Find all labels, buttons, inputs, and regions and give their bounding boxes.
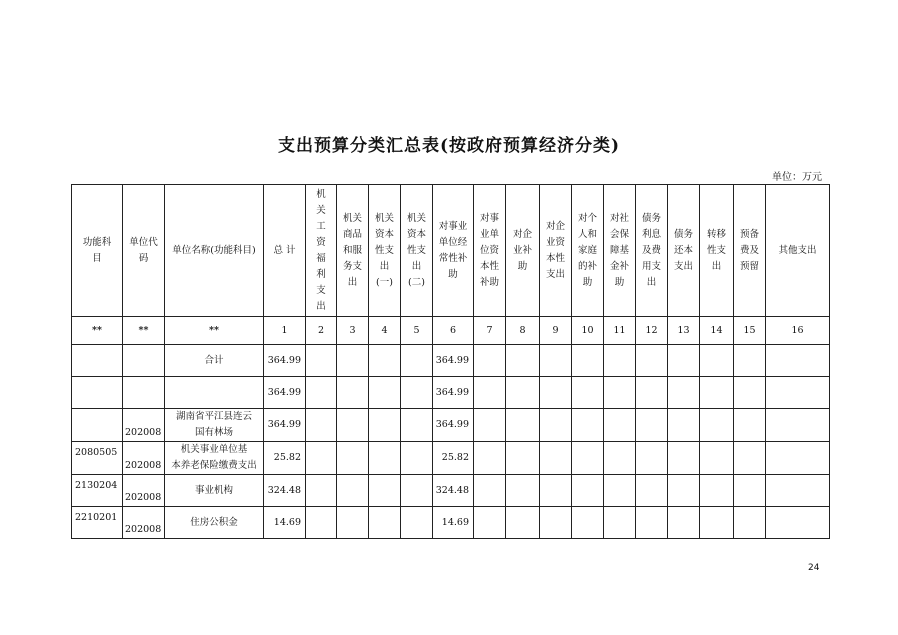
empty-cell <box>572 345 604 377</box>
budget-table <box>71 184 830 539</box>
empty-cell <box>506 507 540 539</box>
empty-cell <box>604 377 636 409</box>
empty-cell <box>636 475 668 507</box>
empty-cell <box>766 442 830 475</box>
header-cell: 对社 会保 障基 金补 助 <box>604 185 636 317</box>
header-cell: 转移 性支 出 <box>700 185 734 317</box>
unit-name-cell: 机关事业单位基 本养老保险缴费支出 <box>165 442 264 475</box>
empty-cell <box>540 409 572 442</box>
empty-cell <box>604 507 636 539</box>
empty-cell <box>700 507 734 539</box>
function-code-cell <box>72 409 123 442</box>
empty-cell <box>766 345 830 377</box>
empty-cell <box>506 475 540 507</box>
total-cell: 14.69 <box>264 507 306 539</box>
empty-cell <box>506 377 540 409</box>
empty-cell <box>766 507 830 539</box>
total-cell: 364.99 <box>264 345 306 377</box>
header-cell: 对企 业补 助 <box>506 185 540 317</box>
total-cell: 324.48 <box>264 475 306 507</box>
empty-cell <box>474 442 506 475</box>
index-cell: 15 <box>734 317 766 345</box>
index-cell: 8 <box>506 317 540 345</box>
unit-name-cell: 湖南省平江县连云 国有林场 <box>165 409 264 442</box>
index-row <box>72 317 830 345</box>
index-cell: 9 <box>540 317 572 345</box>
empty-cell <box>700 345 734 377</box>
empty-cell <box>572 377 604 409</box>
index-cell: 4 <box>369 317 401 345</box>
empty-cell <box>369 345 401 377</box>
table-row <box>72 377 830 409</box>
empty-cell <box>668 442 700 475</box>
subsidy-cell: 25.82 <box>433 442 474 475</box>
index-cell: ** <box>123 317 165 345</box>
empty-cell <box>540 475 572 507</box>
header-row <box>72 185 830 317</box>
empty-cell <box>401 409 433 442</box>
empty-cell <box>636 442 668 475</box>
empty-cell <box>306 442 337 475</box>
index-cell: 10 <box>572 317 604 345</box>
empty-cell <box>369 442 401 475</box>
empty-cell <box>337 409 369 442</box>
empty-cell <box>766 377 830 409</box>
empty-cell <box>369 377 401 409</box>
header-cell: 对事 业单 位资 本性 补助 <box>474 185 506 317</box>
empty-cell <box>668 409 700 442</box>
page-title: 支出预算分类汇总表(按政府预算经济分类) <box>277 136 621 156</box>
empty-cell <box>734 507 766 539</box>
header-cell: 功能科 目 <box>72 185 123 317</box>
empty-cell <box>572 442 604 475</box>
table-row <box>72 507 830 539</box>
unit-code-cell <box>123 345 165 377</box>
unit-name-cell: 合计 <box>165 345 264 377</box>
empty-cell <box>369 475 401 507</box>
unit-name-cell: 住房公积金 <box>165 507 264 539</box>
subsidy-cell: 324.48 <box>433 475 474 507</box>
empty-cell <box>401 475 433 507</box>
header-cell: 其他支出 <box>766 185 830 317</box>
unit-code-cell: 202008 <box>123 442 165 475</box>
unit-name-cell <box>165 377 264 409</box>
header-cell: 机关 商品 和服 务支 出 <box>337 185 369 317</box>
empty-cell <box>734 377 766 409</box>
header-cell: 单位名称(功能科目) <box>165 185 264 317</box>
empty-cell <box>337 442 369 475</box>
empty-cell <box>668 377 700 409</box>
total-cell: 364.99 <box>264 409 306 442</box>
empty-cell <box>401 507 433 539</box>
empty-cell <box>474 377 506 409</box>
table-row <box>72 409 830 442</box>
empty-cell <box>401 442 433 475</box>
unit-name-cell: 事业机构 <box>165 475 264 507</box>
empty-cell <box>540 442 572 475</box>
empty-cell <box>604 442 636 475</box>
header-cell: 对企 业资 本性 支出 <box>540 185 572 317</box>
page-number: 24 <box>808 563 820 573</box>
empty-cell <box>700 442 734 475</box>
total-cell: 25.82 <box>264 442 306 475</box>
empty-cell <box>306 475 337 507</box>
header-cell: 债务 还本 支出 <box>668 185 700 317</box>
table-row <box>72 442 830 475</box>
total-cell: 364.99 <box>264 377 306 409</box>
empty-cell <box>306 377 337 409</box>
empty-cell <box>474 345 506 377</box>
empty-cell <box>401 377 433 409</box>
empty-cell <box>337 475 369 507</box>
empty-cell <box>636 409 668 442</box>
function-code-cell <box>72 345 123 377</box>
unit-code-cell: 202008 <box>123 409 165 442</box>
empty-cell <box>306 345 337 377</box>
index-cell: 14 <box>700 317 734 345</box>
empty-cell <box>734 409 766 442</box>
empty-cell <box>369 507 401 539</box>
empty-cell <box>668 507 700 539</box>
empty-cell <box>540 377 572 409</box>
empty-cell <box>636 377 668 409</box>
index-cell: 1 <box>264 317 306 345</box>
empty-cell <box>636 507 668 539</box>
index-cell: 2 <box>306 317 337 345</box>
index-cell: ** <box>72 317 123 345</box>
empty-cell <box>337 345 369 377</box>
empty-cell <box>506 409 540 442</box>
empty-cell <box>604 409 636 442</box>
index-cell: 11 <box>604 317 636 345</box>
empty-cell <box>540 507 572 539</box>
index-cell: 7 <box>474 317 506 345</box>
subsidy-cell: 14.69 <box>433 507 474 539</box>
unit-label: 单位：万元 <box>772 172 822 183</box>
empty-cell <box>700 409 734 442</box>
subsidy-cell: 364.99 <box>433 345 474 377</box>
header-cell: 债务 利息 及费 用支 出 <box>636 185 668 317</box>
empty-cell <box>506 442 540 475</box>
empty-cell <box>474 409 506 442</box>
header-cell: 机关 资本 性支 出 (二) <box>401 185 433 317</box>
index-cell: 13 <box>668 317 700 345</box>
header-cell: 单位代 码 <box>123 185 165 317</box>
index-cell: 12 <box>636 317 668 345</box>
header-cell: 对事业 单位经 常性补 助 <box>433 185 474 317</box>
index-cell: ** <box>165 317 264 345</box>
empty-cell <box>337 507 369 539</box>
unit-code-cell <box>123 377 165 409</box>
subsidy-cell: 364.99 <box>433 377 474 409</box>
empty-cell <box>506 345 540 377</box>
empty-cell <box>306 409 337 442</box>
function-code-cell: 2080505 <box>72 442 123 475</box>
index-cell: 6 <box>433 317 474 345</box>
table-row <box>72 345 830 377</box>
empty-cell <box>474 475 506 507</box>
empty-cell <box>700 377 734 409</box>
empty-cell <box>540 345 572 377</box>
unit-code-cell: 202008 <box>123 475 165 507</box>
empty-cell <box>604 475 636 507</box>
empty-cell <box>306 507 337 539</box>
empty-cell <box>766 475 830 507</box>
subsidy-cell: 364.99 <box>433 409 474 442</box>
function-code-cell <box>72 377 123 409</box>
header-cell: 机关 资本 性支 出 (一) <box>369 185 401 317</box>
empty-cell <box>668 475 700 507</box>
table-row <box>72 475 830 507</box>
empty-cell <box>668 345 700 377</box>
empty-cell <box>572 475 604 507</box>
empty-cell <box>734 475 766 507</box>
empty-cell <box>337 377 369 409</box>
empty-cell <box>636 345 668 377</box>
empty-cell <box>734 345 766 377</box>
empty-cell <box>604 345 636 377</box>
function-code-cell: 2210201 <box>72 507 123 539</box>
header-cell: 预备 费及 预留 <box>734 185 766 317</box>
header-cell: 对个 人和 家庭 的补 助 <box>572 185 604 317</box>
index-cell: 3 <box>337 317 369 345</box>
empty-cell <box>369 409 401 442</box>
index-cell: 5 <box>401 317 433 345</box>
empty-cell <box>572 409 604 442</box>
empty-cell <box>734 442 766 475</box>
unit-code-cell: 202008 <box>123 507 165 539</box>
empty-cell <box>474 507 506 539</box>
index-cell: 16 <box>766 317 830 345</box>
header-cell: 总 计 <box>264 185 306 317</box>
empty-cell <box>401 345 433 377</box>
empty-cell <box>700 475 734 507</box>
empty-cell <box>572 507 604 539</box>
function-code-cell: 2130204 <box>72 475 123 507</box>
header-cell: 机 关 工 资 福 利 支 出 <box>306 185 337 317</box>
empty-cell <box>766 409 830 442</box>
